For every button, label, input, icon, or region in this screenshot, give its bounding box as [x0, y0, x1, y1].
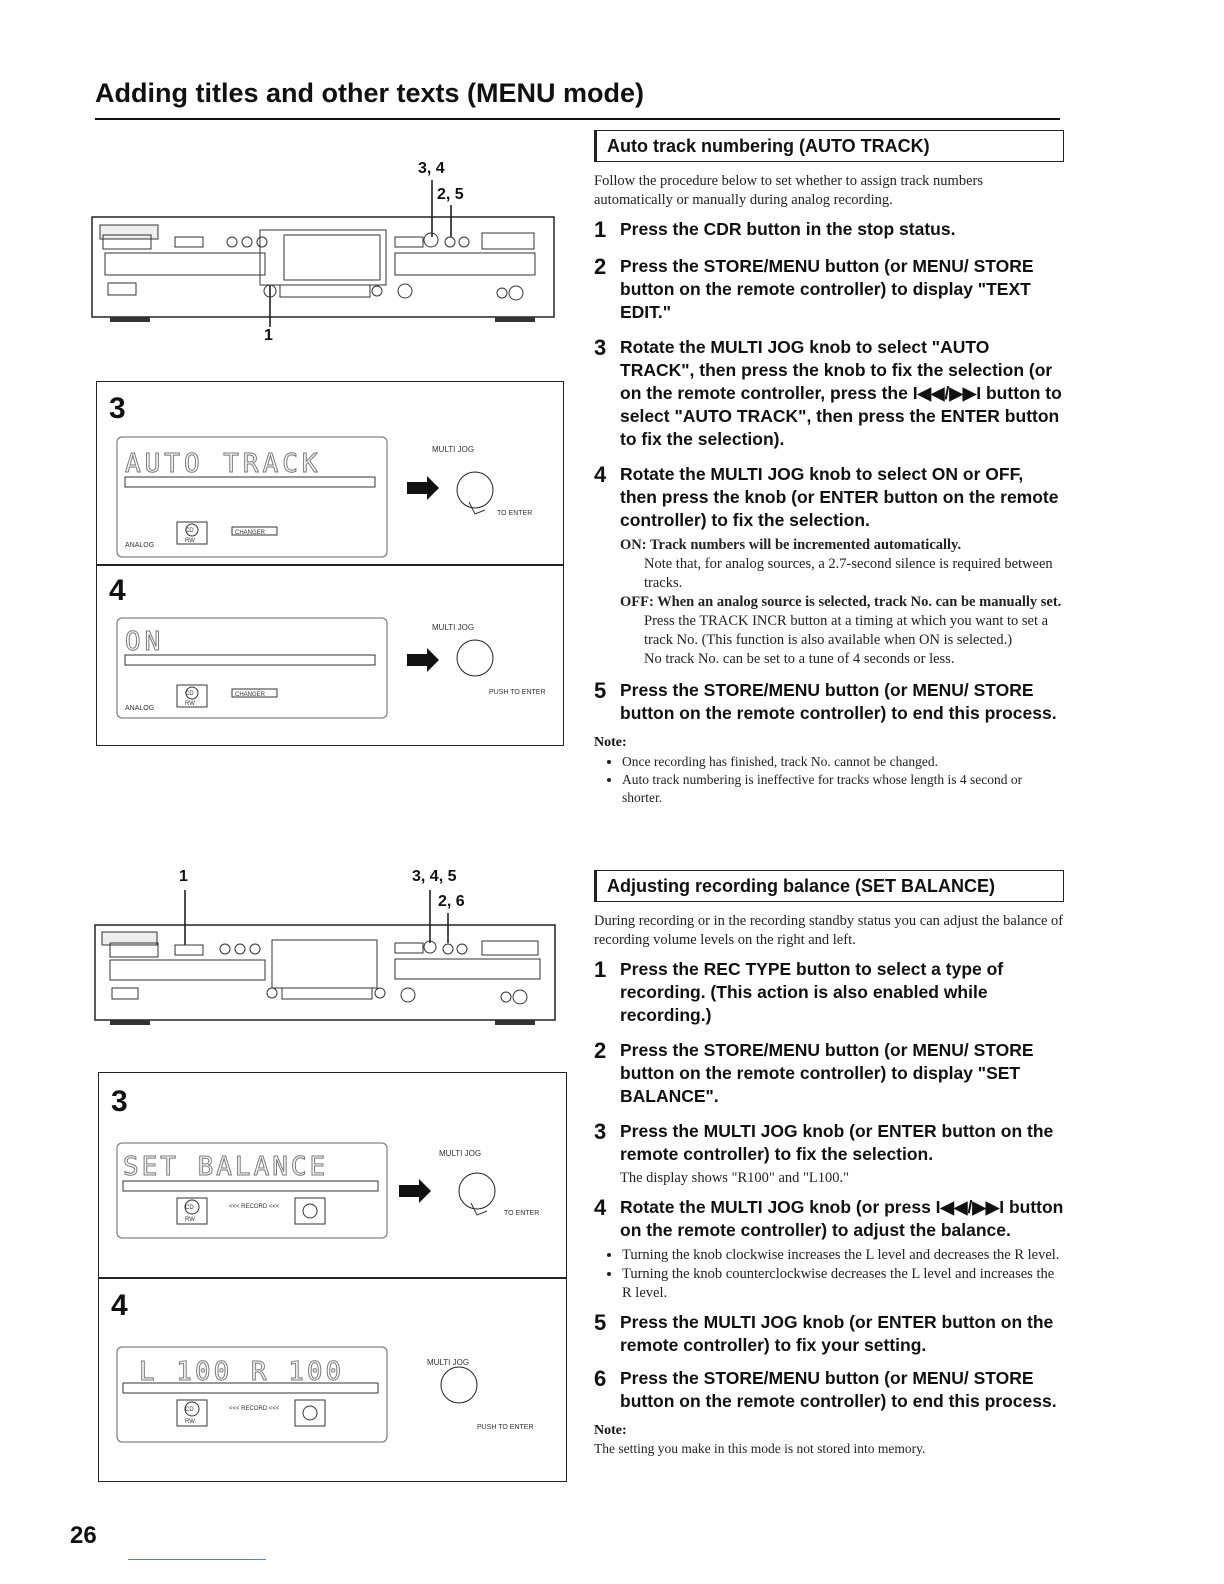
callout-3-4: 3, 4 — [418, 160, 445, 177]
off-option-label: OFF: When an analog source is selected, track No. can be manually set. — [620, 594, 1062, 610]
step-text: Rotate the MULTI JOG knob to select "AUTO TRACK", then press the knob to fix the selection (or on the remote controller, press the I◀◀/▶▶I button to select "AUTO TRACK", then press the ENTER button to fix the selection). — [620, 337, 1062, 449]
step-5 — [594, 1311, 1064, 1357]
arrow-right-icon — [407, 648, 439, 672]
step-number: 1 — [594, 957, 607, 982]
note-list — [594, 753, 1064, 807]
set-balance-display — [99, 1113, 566, 1313]
step-1 — [594, 218, 1064, 241]
arrow-right-icon — [407, 476, 439, 500]
note-item: • Once recording has finished, track No. cannot be changed. — [622, 753, 1064, 771]
step-3 — [594, 1120, 1064, 1188]
step-number: 1 — [594, 217, 607, 242]
changer-label: CHANGER — [235, 530, 266, 536]
analog-label: ANALOG — [125, 542, 155, 549]
display-text: AUTO TRACK — [125, 449, 322, 479]
step-6 — [594, 1367, 1064, 1413]
step-text: Press the STORE/MENU button (or MENU/ STORE button on the remote controller) to end this process. — [620, 1368, 1057, 1411]
record-label: <<< RECORD <<< — [229, 1204, 280, 1210]
callout-2-6: 2, 6 — [438, 893, 465, 910]
on-option-note: Note that, for analog sources, a 2.7-second silence is required between tracks. — [644, 556, 1053, 591]
multi-jog-label: MULTI JOG — [432, 623, 475, 632]
rw-label: RW — [185, 1217, 195, 1223]
step-text: Rotate the MULTI JOG knob to select ON or OFF, then press the knob (or ENTER button on the remote controller) to fix the selection. — [620, 464, 1059, 530]
cd-recorder-front-drawing — [90, 865, 570, 1030]
analog-label: ANALOG — [125, 705, 155, 712]
rw-label: RW — [185, 701, 195, 707]
step-text: Press the MULTI JOG knob (or ENTER button on the remote controller) to fix the selection. — [620, 1121, 1054, 1164]
set-balance-heading: Adjusting recording balance (SET BALANCE) — [594, 870, 1064, 902]
bullet-item: • Turning the knob counterclockwise decreases the L level and increases the R level. — [622, 1265, 1064, 1303]
rw-label: RW — [185, 1419, 195, 1425]
note-text: The setting you make in this mode is not stored into memory. — [594, 1441, 926, 1456]
step-number: 3 — [594, 1119, 607, 1144]
jog-knob-icon — [457, 640, 493, 676]
panel-step-4: 4 — [109, 574, 126, 607]
step-4 — [594, 1196, 1064, 1242]
page-title: Adding titles and other texts (MENU mode) — [95, 78, 645, 108]
step-3 — [594, 336, 1064, 451]
cd-recorder-front-drawing — [90, 155, 570, 345]
rw-label: RW — [185, 538, 195, 544]
auto-track-display-panel — [96, 381, 564, 746]
step-text: Press the REC TYPE button to select a type of recording. (This action is also enabled while recording.) — [620, 959, 1004, 1025]
balance-value-display — [99, 1325, 566, 1525]
cd-disc-icon — [303, 1204, 317, 1218]
callout-1: 1 — [179, 868, 188, 885]
cd-label: CD — [185, 1407, 194, 1413]
page-number: 26 — [70, 1522, 97, 1549]
display-text: L 100 R 100 — [139, 1357, 345, 1387]
step-number: 4 — [594, 462, 607, 487]
step-number: 2 — [594, 254, 607, 279]
step-number: 6 — [594, 1366, 607, 1391]
cd-label: CD — [185, 528, 194, 534]
jog-knob-icon — [441, 1367, 477, 1403]
step-number: 3 — [594, 335, 607, 360]
set-balance-intro: During recording or in the recording standby status you can adjust the balance of recording volume levels on the right and left. — [594, 913, 1064, 948]
step-text: Press the STORE/MENU button (or MENU/ STORE button on the remote controller) to display "SET BALANCE". — [620, 1040, 1034, 1106]
push-to-enter-label: PUSH TO ENTER — [489, 689, 546, 696]
on-display — [97, 590, 563, 770]
panel-step-4: 4 — [111, 1289, 128, 1322]
arrow-right-icon — [399, 1179, 431, 1203]
to-enter-label: TO ENTER — [504, 1210, 540, 1217]
step-4 — [594, 463, 1064, 669]
cd-label: CD — [185, 691, 194, 697]
panel-step-3: 3 — [109, 392, 126, 425]
step-text: Press the MULTI JOG knob (or ENTER button on the remote controller) to fix your setting. — [620, 1312, 1054, 1355]
push-to-enter-label: PUSH TO ENTER — [477, 1424, 534, 1431]
set-balance-display-panel — [98, 1072, 567, 1482]
panel-step-3: 3 — [111, 1085, 128, 1118]
display-text: SET BALANCE — [123, 1152, 329, 1182]
step-number: 5 — [594, 678, 607, 703]
multi-jog-label: MULTI JOG — [427, 1358, 470, 1367]
step-text: Press the STORE/MENU button (or MENU/ STORE button on the remote controller) to display "TEXT EDIT." — [620, 256, 1034, 322]
on-option-label: ON: Track numbers will be incremented automatically. — [620, 537, 962, 553]
step-sub-text: The display shows "R100" and "L100." — [620, 1170, 850, 1186]
step-2 — [594, 1039, 1064, 1108]
to-enter-label: TO ENTER — [497, 510, 533, 517]
auto-track-section — [594, 130, 1064, 807]
device-figure-1 — [90, 155, 570, 345]
step-text: Press the CDR button in the stop status. — [620, 219, 956, 239]
cd-label: CD — [185, 1205, 194, 1211]
title-rule — [95, 118, 1060, 120]
display-text: ON — [125, 627, 165, 657]
off-option-note: Press the TRACK INCR button at a timing at which you want to set a track No. (This function is also available when ON is selected.) — [644, 613, 1049, 648]
callout-3-4-5: 3, 4, 5 — [412, 868, 457, 885]
balance-bullets — [594, 1246, 1064, 1303]
multi-jog-label: MULTI JOG — [439, 1149, 482, 1158]
step-1 — [594, 958, 1064, 1027]
callout-1: 1 — [264, 327, 273, 344]
step-text: Press the STORE/MENU button (or MENU/ STORE button on the remote controller) to end this process. — [620, 680, 1057, 723]
note-heading: Note: — [594, 1423, 627, 1438]
step-number: 5 — [594, 1310, 607, 1335]
multi-jog-label: MULTI JOG — [432, 445, 475, 454]
changer-label: CHANGER — [235, 692, 266, 698]
note-item: • Auto track numbering is ineffective for tracks whose length is 4 second or shorter. — [622, 771, 1064, 807]
off-option-note-2: No track No. can be set to a tune of 4 seconds or less. — [644, 651, 955, 667]
step-5 — [594, 679, 1064, 725]
step-number: 4 — [594, 1195, 607, 1220]
record-label: <<< RECORD <<< — [229, 1406, 280, 1412]
step-text: Rotate the MULTI JOG knob (or press I◀◀/▶▶I button on the remote controller) to adjust the balance. — [620, 1197, 1064, 1240]
footer-rule — [128, 1559, 266, 1560]
auto-track-heading: Auto track numbering (AUTO TRACK) — [594, 130, 1064, 162]
step-2 — [594, 255, 1064, 324]
device-figure-2 — [90, 865, 570, 1030]
step-number: 2 — [594, 1038, 607, 1063]
bullet-item: • Turning the knob clockwise increases the L level and decreases the R level. — [622, 1246, 1064, 1265]
callout-2-5: 2, 5 — [437, 186, 464, 203]
set-balance-section — [594, 870, 1064, 1458]
cd-disc-icon — [303, 1406, 317, 1420]
auto-track-intro: Follow the procedure below to set whether to assign track numbers automatically or manually during analog recording. — [594, 173, 983, 208]
note-heading: Note: — [594, 735, 627, 750]
